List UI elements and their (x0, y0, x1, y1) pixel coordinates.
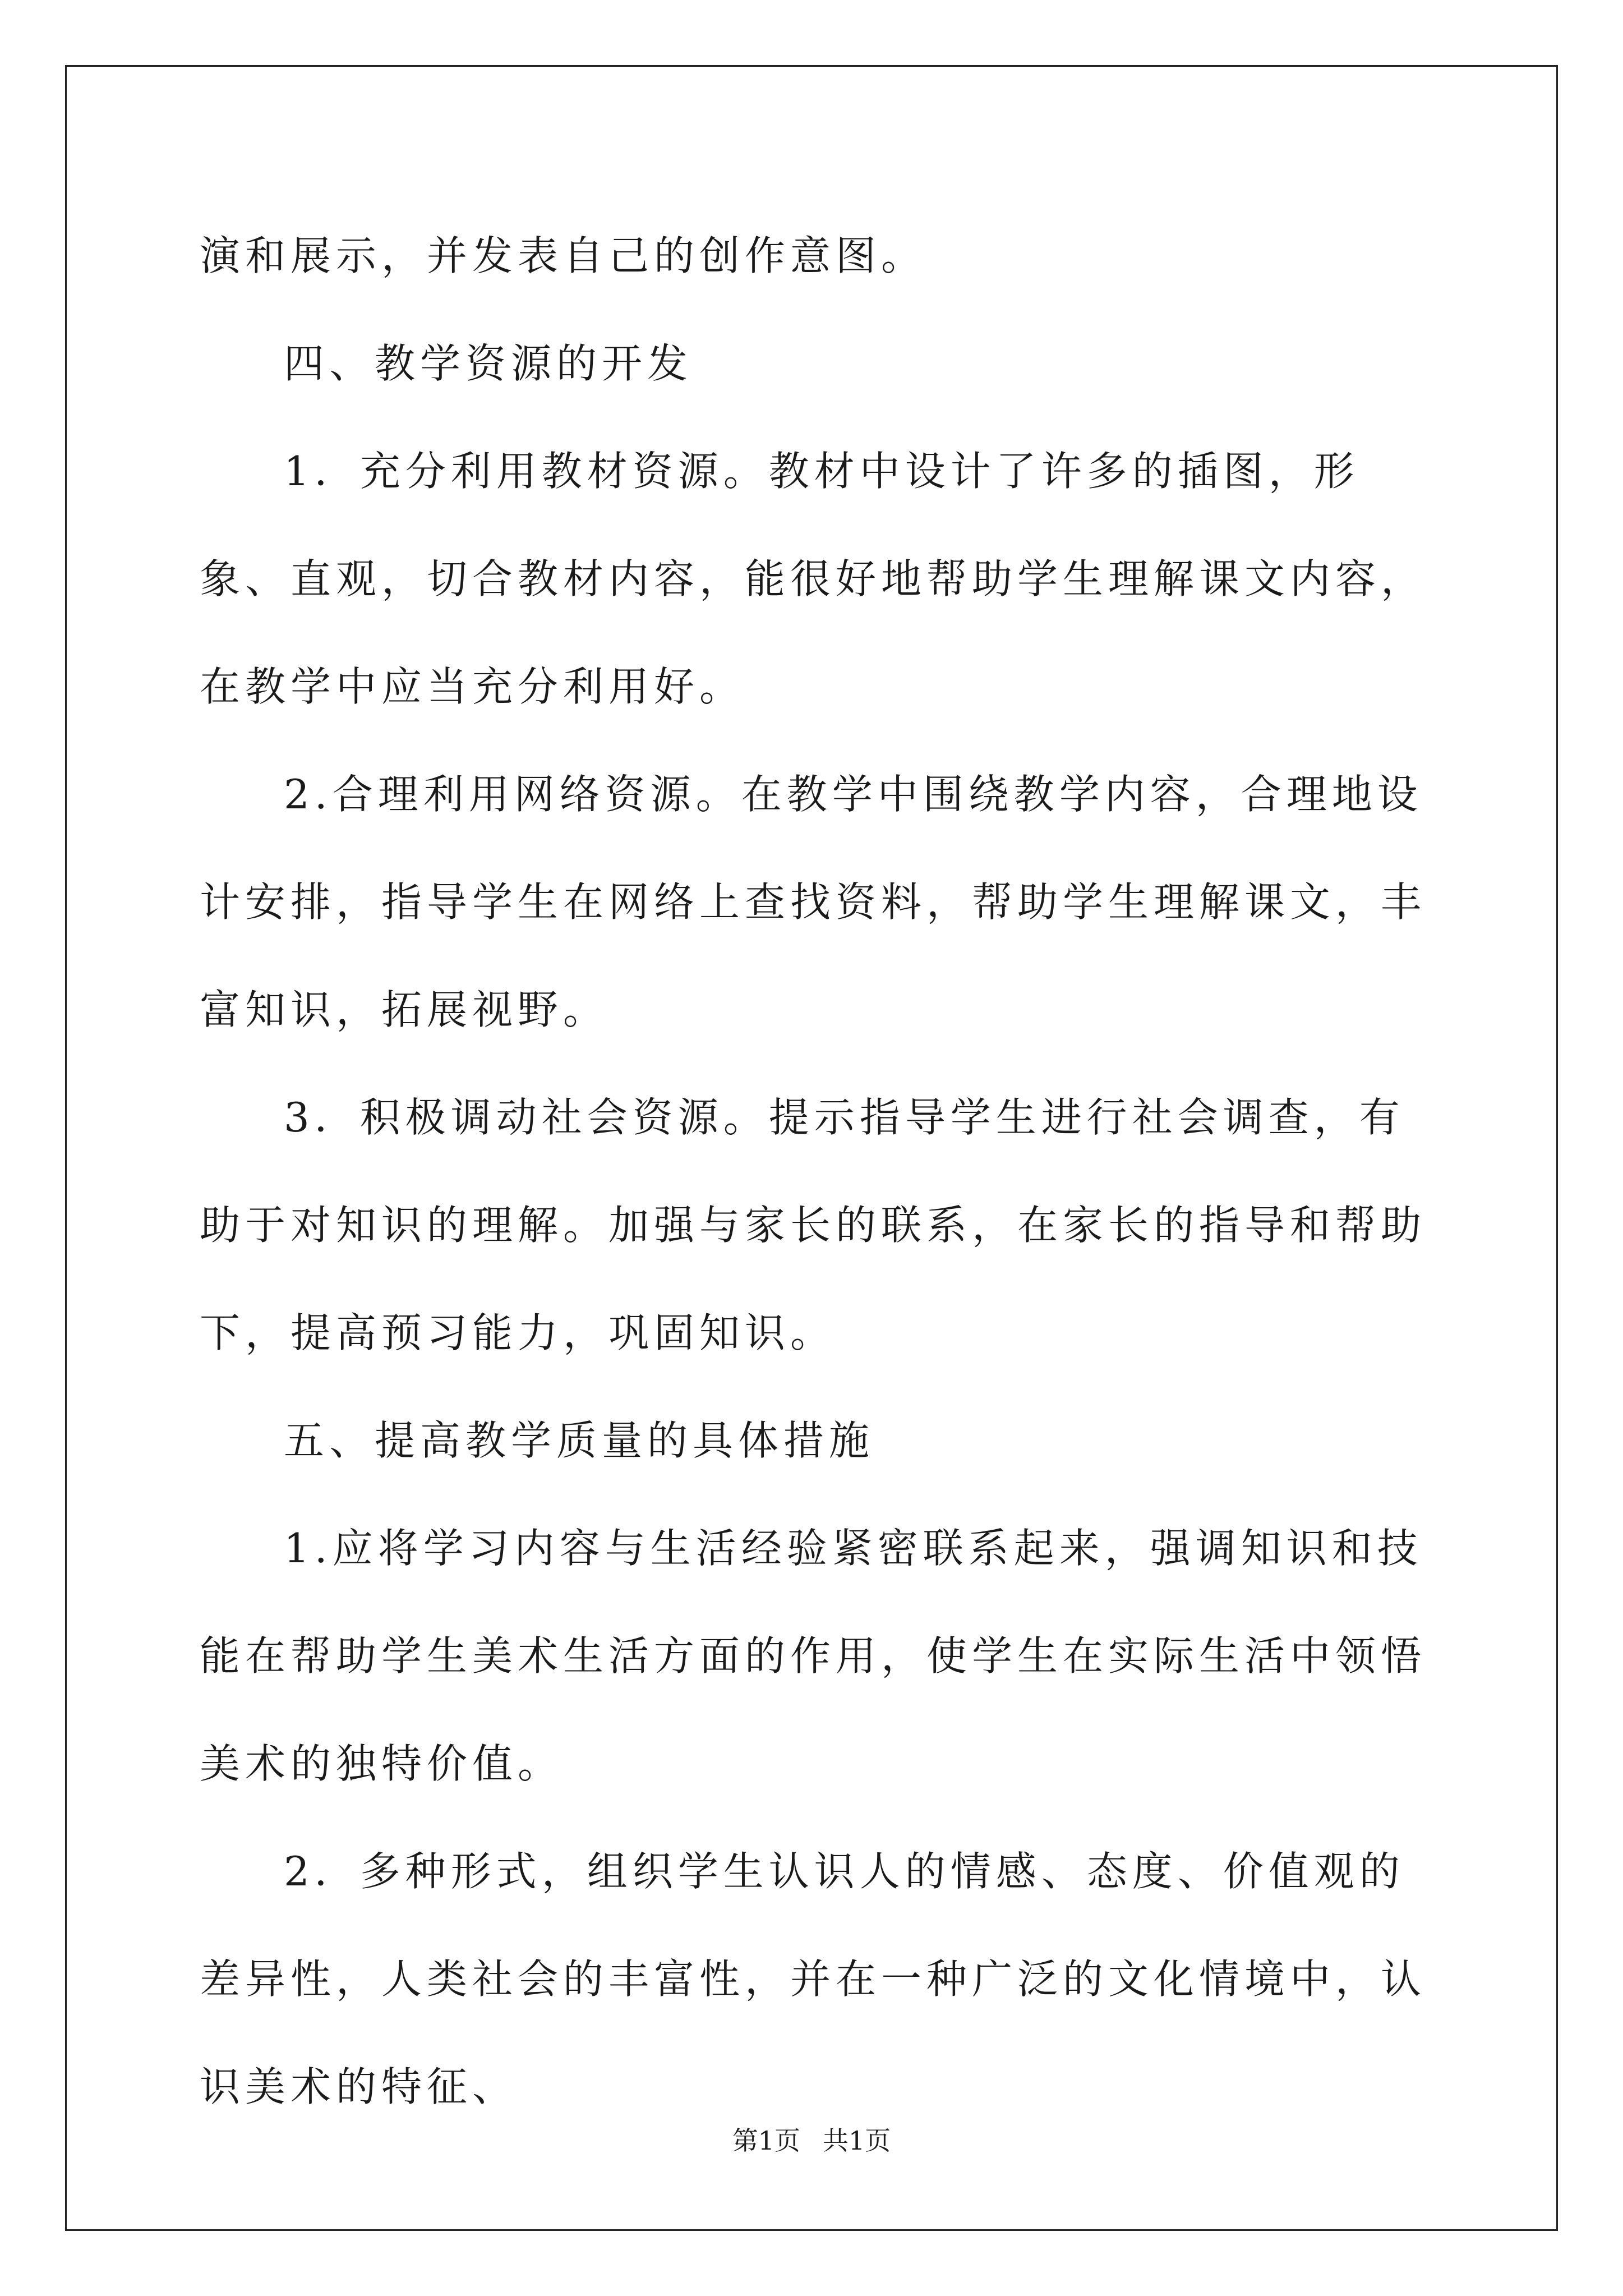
paragraph-continuation: 演和展示，并发表自己的创作意图。 (200, 232, 927, 279)
paragraph-measure-2: 2．多种形式，组织学生认识人的情感、态度、价值观的差异性，人类社会的丰富性，并在一种广泛的文化情境中，认识美术的特征、 (200, 1848, 1427, 2110)
page-footer (0, 2120, 1623, 2157)
paragraph-textbook-resources: 1．充分利用教材资源。教材中设计了许多的插图，形象、直观，切合教材内容，能很好地帮助学生理解课文内容，在教学中应当充分利用好。 (200, 448, 1427, 710)
paragraph-measure-1: 1.应将学习内容与生活经验紧密联系起来，强调知识和技能在帮助学生美术生活方面的作用，使学生在实际生活中领悟美术的独特价值。 (200, 1525, 1427, 1787)
total-pages: 共1页 (823, 2125, 891, 2156)
paragraph-network-resources: 2.合理利用网络资源。在教学中围绕教学内容，合理地设计安排，指导学生在网络上查找资料，帮助学生理解课文，丰富知识，拓展视野。 (200, 771, 1427, 1033)
section-heading-measures: 五、提高教学质量的具体措施 (284, 1417, 875, 1464)
paragraph-social-resources: 3．积极调动社会资源。提示指导学生进行社会调查，有助于对知识的理解。加强与家长的联系，在家长的指导和帮助下，提高预习能力，巩固知识。 (200, 1094, 1427, 1356)
document-body (200, 202, 1428, 2141)
section-heading-resources: 四、教学资源的开发 (284, 340, 693, 387)
current-page-number: 第1页 (732, 2125, 800, 2156)
